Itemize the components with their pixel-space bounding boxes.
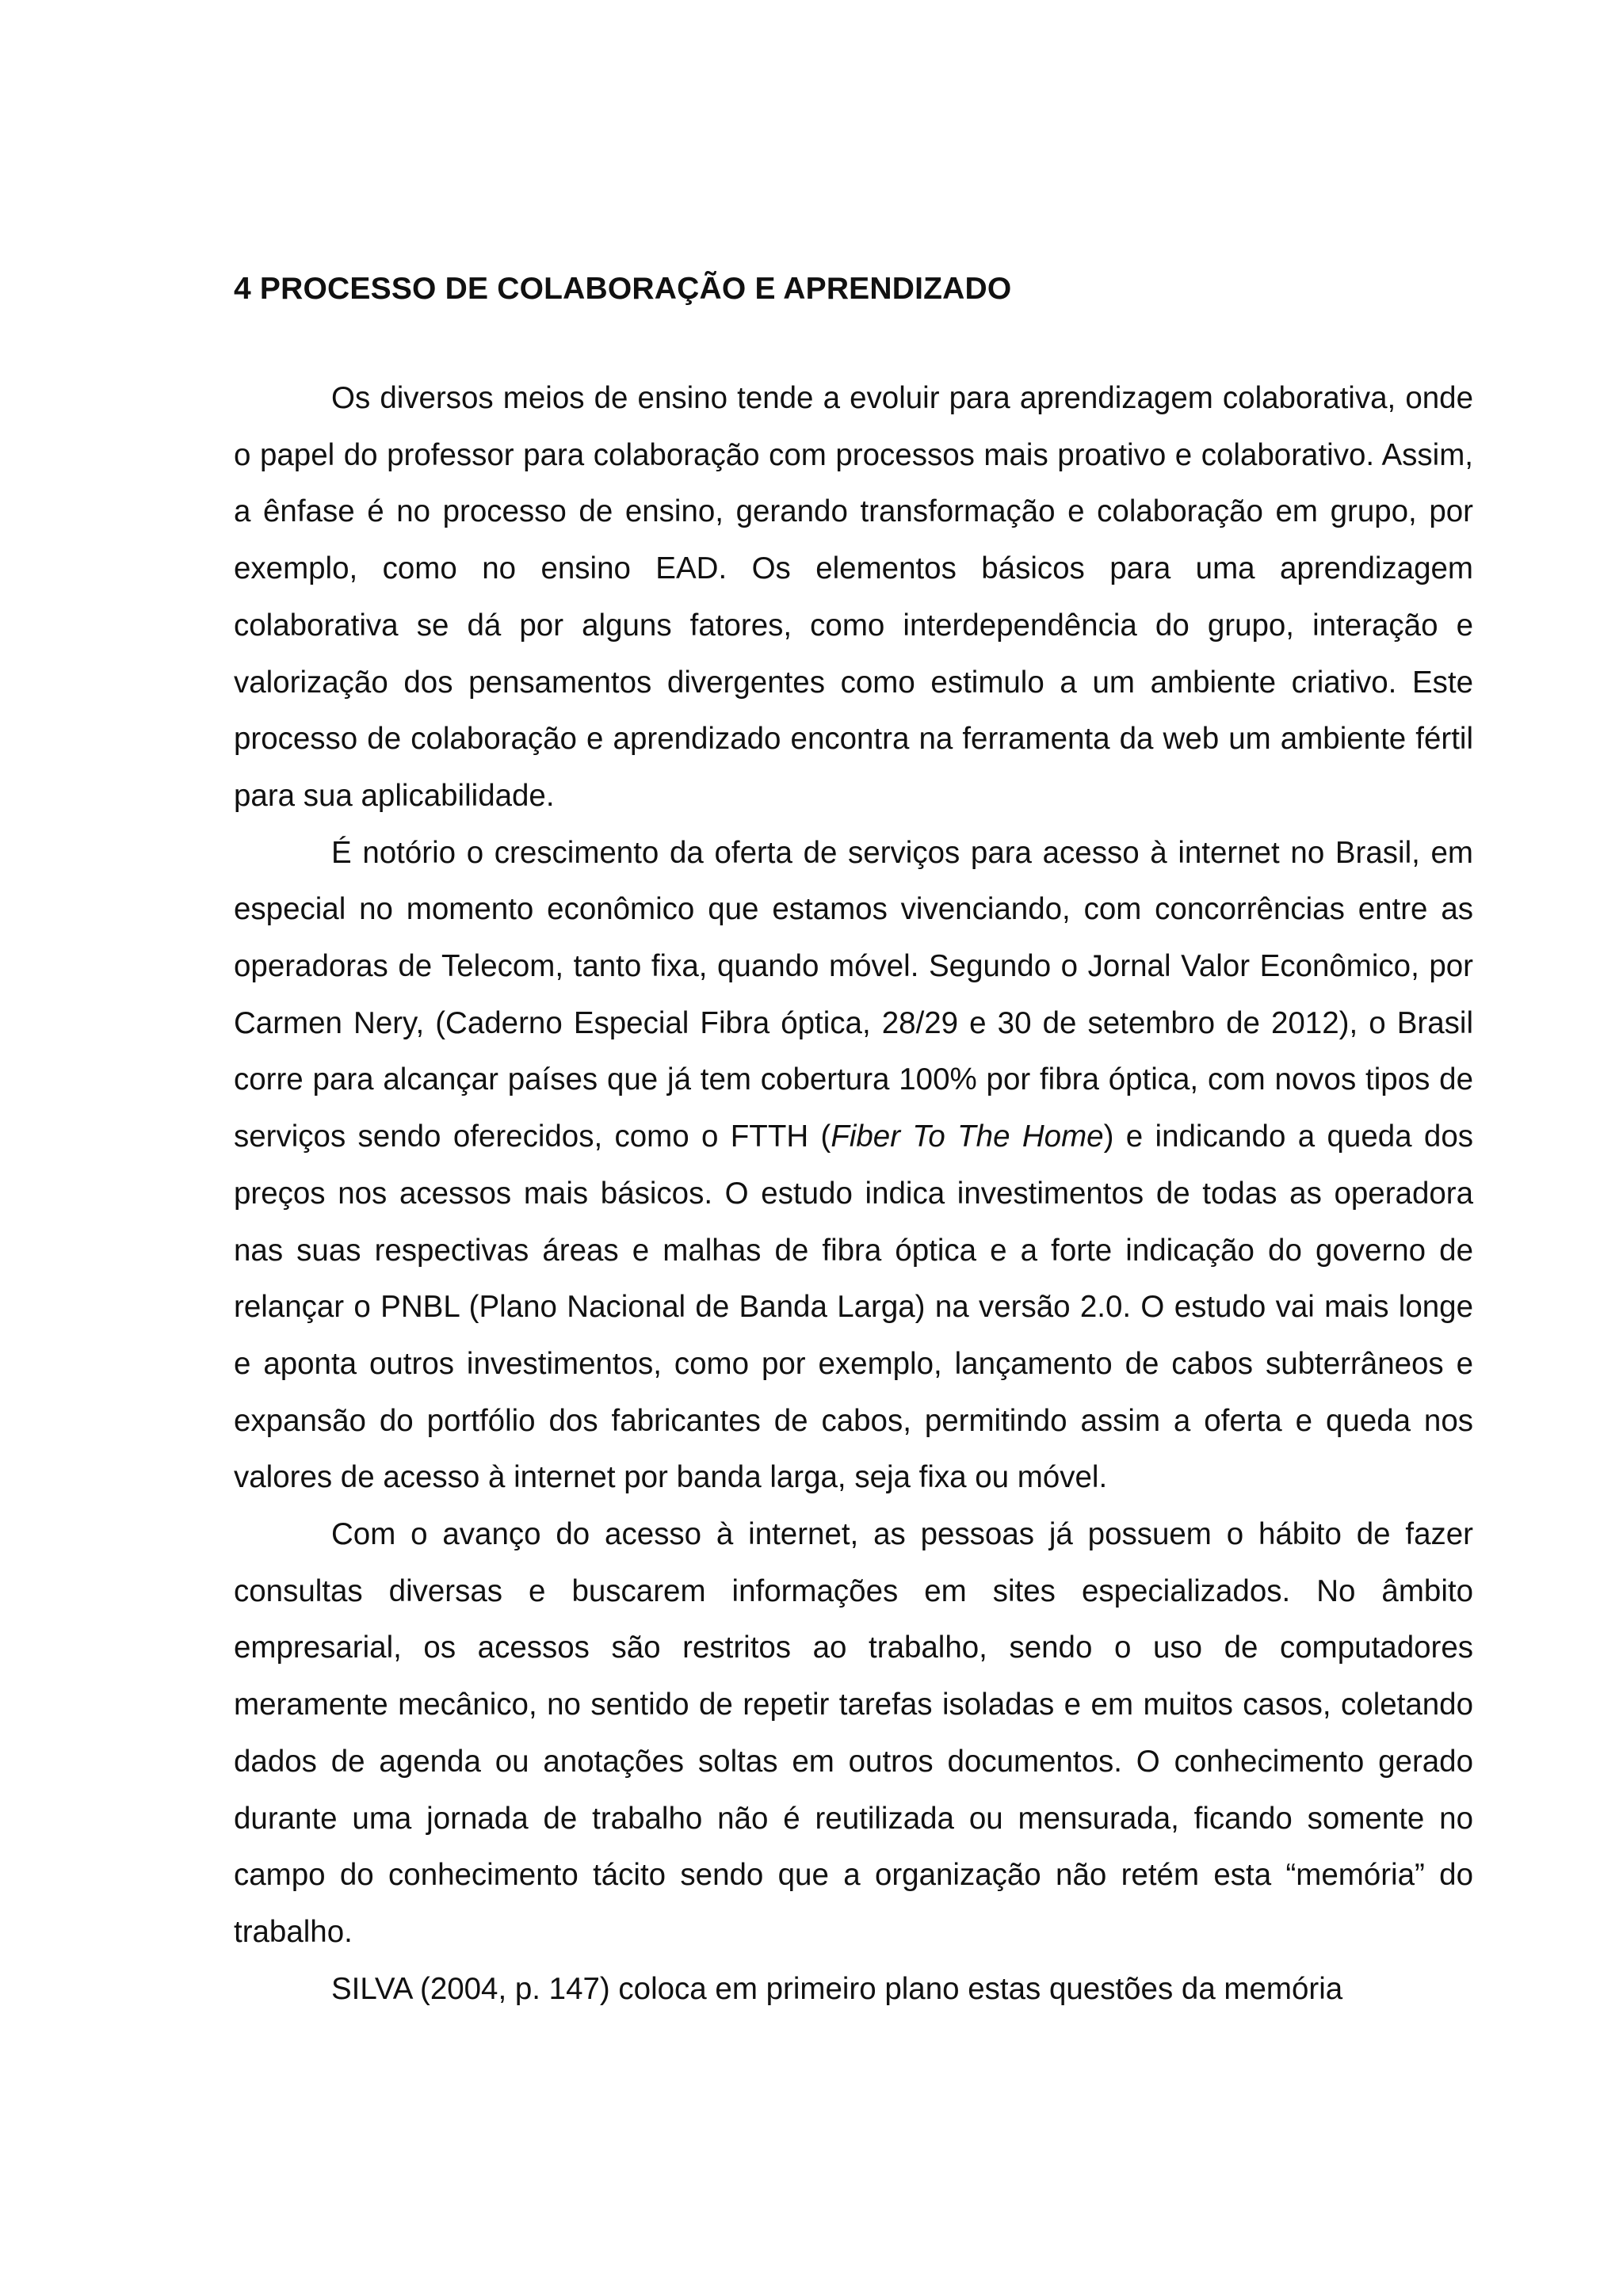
paragraph-collaborative-learning: Os diversos meios de ensino tende a evoluir para aprendizagem colaborativa, onde o papel do professor para colaboração com processos mais proativo e colaborativo. Assim, a ênfase é no processo de ensino, gerando transformação e colaboração em grupo, por exemplo, como no ensino EAD. Os elementos básicos para uma aprendizagem colaborativa se dá por alguns fatores, como interdependência do grupo, interação e valorização dos pensamentos divergentes como estimulo a um ambiente criativo. Este processo de colaboração e aprendizado encontra na ferramenta da web um ambiente fértil para sua aplicabilidade. [234,381,1473,813]
paragraph-text-before-italic: É notório o crescimento da oferta de serviços para acesso à internet no Brasil, em especial no momento econômico que estamos vivenciando, com concorrências entre as operadoras de Telecom, tanto fixa, quando móvel. Segundo o Jornal Valor Econômico, por Carmen Nery, (Caderno Especial Fibra óptica, 28/29 e 30 de setembro de 2012), o Brasil corre para alcançar países que já tem cobertura 100% por fibra óptica, com novos tipos de serviços sendo oferecidos, como o FTTH ( [234,835,1473,1154]
paragraph-text-after-italic: ) e indicando a queda dos preços nos acessos mais básicos. O estudo indica investimentos de todas as operadora nas suas respectivas áreas e malhas de fibra óptica e a forte indicação do governo de relançar o PNBL (Plano Nacional de Banda Larga) na versão 2.0. O estudo vai mais longe e aponta outros investimentos, como por exemplo, lançamento de cabos subterrâneos e expansão do portfólio dos fabricantes de cabos, permitindo assim a oferta e queda nos valores de acesso à internet por banda larga, seja fixa ou móvel. [234,1119,1473,1495]
section-heading: 4 PROCESSO DE COLABORAÇÃO E APRENDIZADO [234,272,1012,306]
paragraph-internet-access-brazil [234,825,1473,1506]
italic-term: Fiber To The Home [831,1119,1104,1154]
page-content [234,265,1473,2017]
paragraph-silva-citation: SILVA (2004, p. 147) coloca em primeiro plano estas questões da memória [331,1971,1343,2006]
paragraph-internet-habits: Com o avanço do acesso à internet, as pessoas já possuem o hábito de fazer consultas diversas e buscarem informações em sites especializados. No âmbito empresarial, os acessos são restritos ao trabalho, sendo o uso de computadores meramente mecânico, no sentido de repetir tarefas isoladas e em muitos casos, coletando dados de agenda ou anotações soltas em outros documentos. O conhecimento gerado durante uma jornada de trabalho não é reutilizada ou mensurada, ficando somente no campo do conhecimento tácito sendo que a organização não retém esta “memória” do trabalho. [234,1517,1473,1949]
